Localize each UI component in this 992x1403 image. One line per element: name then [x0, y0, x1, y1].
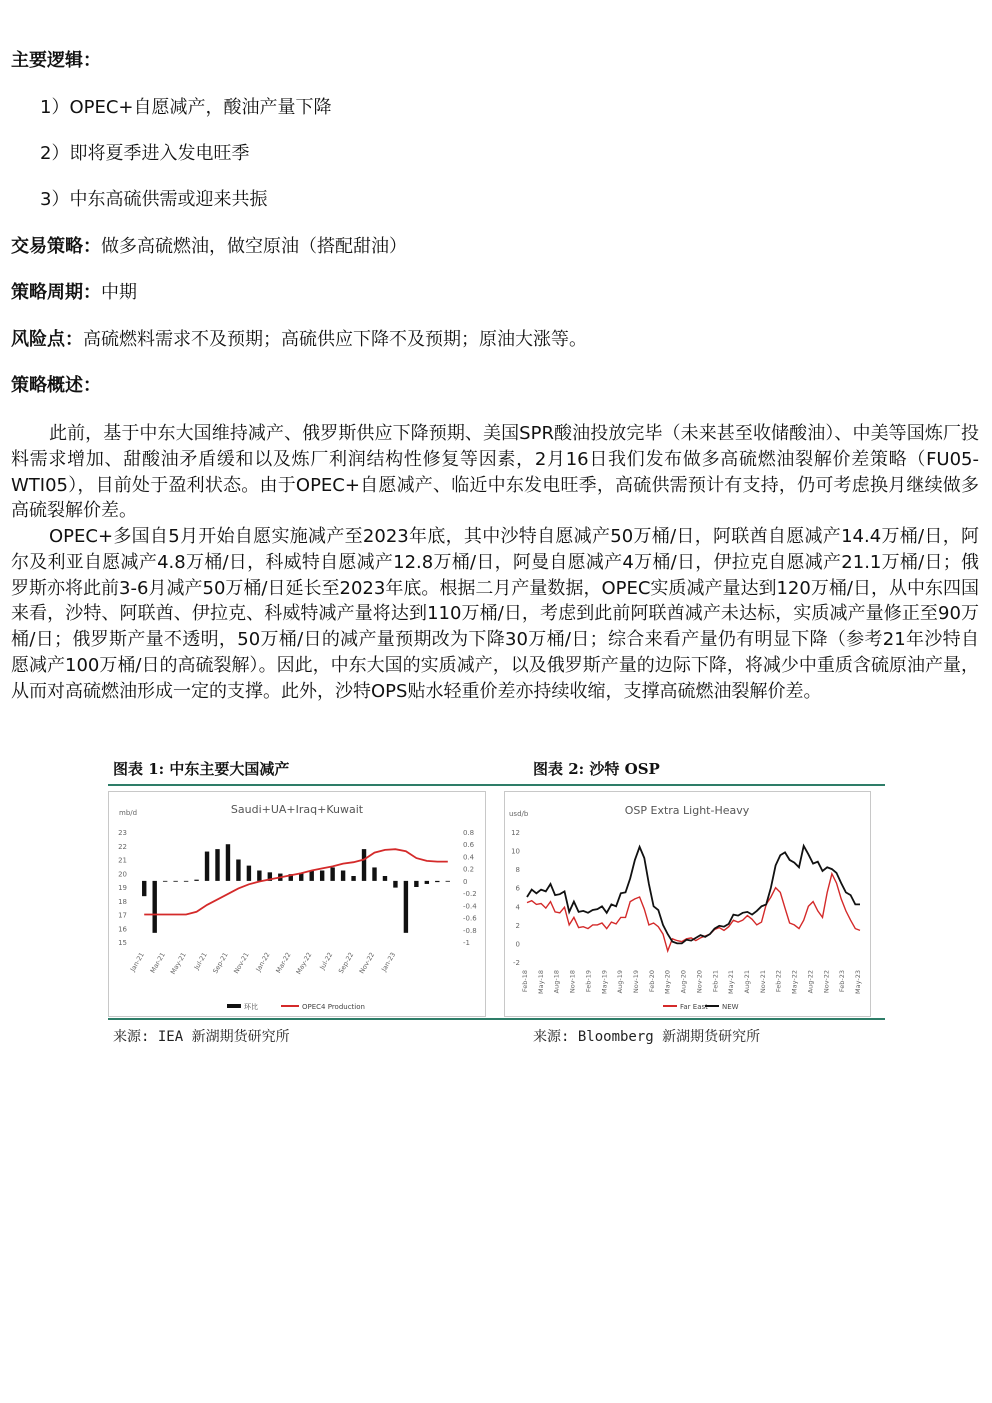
figure2-title: 图表 2: 沙特 OSP: [533, 760, 660, 778]
chart1-xtick: Jan-21: [128, 951, 146, 973]
chart1-ytick: 15: [118, 939, 127, 947]
chart1-bar: [435, 881, 439, 882]
chart1-bar: [153, 881, 157, 933]
chart2-xtick: Aug-19: [616, 970, 625, 994]
chart1-ytick: 19: [118, 884, 127, 892]
chart2-title: OSP Extra Light-Heavy: [624, 804, 750, 817]
chart1-xtick: Jan-23: [379, 951, 398, 973]
risk-line: [11, 328, 587, 352]
chart1-bar: [194, 880, 198, 881]
logic-item-2: 2）即将夏季进入发电旺季: [40, 143, 250, 164]
chart1-legend-swatch-bar: [227, 1004, 241, 1008]
logic-item-1: 1）OPEC+自愿减产，酸油产量下降: [40, 97, 332, 118]
chart2-ytick: -2: [513, 959, 520, 967]
chart2-xtick: May-20: [663, 970, 672, 994]
chart1-bar: [257, 871, 261, 881]
chart1-bar: [173, 881, 177, 882]
strategy-label: 交易策略：: [11, 236, 101, 257]
chart2-xtick: Feb-19: [584, 970, 593, 993]
chart1-xtick: Nov-22: [357, 951, 377, 976]
strategy-line: [11, 235, 407, 259]
chart2-xtick: May-21: [727, 970, 736, 994]
chart1-bar: [236, 860, 240, 881]
chart1-bar: [215, 849, 219, 881]
chart1-panel: [108, 791, 486, 1017]
chart1-xtick: Mar-21: [148, 951, 167, 975]
chart2-ytick: 6: [515, 884, 520, 893]
chart2-xtick: May-23: [854, 970, 862, 994]
chart1-y2tick: 0.2: [463, 865, 475, 874]
chart1-ytick: 22: [118, 842, 127, 851]
chart1-bar: [247, 866, 251, 881]
paragraph-2: OPEC+多国自5月开始自愿实施减产至2023年底，其中沙特自愿减产50万桶/日，阿联酋自愿减产14.4万桶/日，阿尔及利亚自愿减产4.8万桶/日，科威特自愿减产12.8万桶/日，阿曼自愿减产4万桶/日，伊拉克自愿减产21.1万桶/日；俄罗斯亦将此前3-6月减产50万桶/日延长至2023年底。根据二月产量数据，OPEC实质减产量达到120万桶/日，从中东四国来看，沙特、阿联酋、伊拉克、科威特减产量将达到110万桶/日，考虑到此前阿联酋减产未达标，实质减产量修正至90万桶/日；俄罗斯产量不透明，50万桶/日的减产量预期改为下降30万桶/日；综合来看产量仍有明显下降（参考21年沙特自愿减产100万桶/日的高硫裂解）。因此，中东大国的实质减产，以及俄罗斯产量的边际下降，将减少中重质含硫原油产量，从而对高硫燃油形成一定的支撑。此外，沙特OPS贴水轻重价差亦持续收缩，支撑高硫燃油裂解价差。: [11, 526, 979, 702]
chart1-line-opec4: [144, 849, 448, 914]
chart2-ytick: 10: [511, 847, 520, 856]
chart1-xtick: May-22: [294, 951, 314, 976]
chart1-bar: [414, 881, 418, 887]
figure2-source: 来源: Bloomberg 新湖期货研究所: [533, 1029, 761, 1045]
chart2-xtick: Nov-20: [695, 970, 704, 994]
chart1-y2tick: 0.4: [463, 853, 475, 862]
chart2-xtick: Nov-18: [568, 970, 577, 994]
chart1-bar: [404, 881, 408, 933]
figure1-title: 图表 1: 中东主要大国减产: [113, 760, 290, 778]
chart2-panel: [504, 791, 871, 1017]
figure-top-rule: [108, 784, 885, 786]
chart1-legend-bar: 环比: [244, 1003, 258, 1011]
chart2-xtick: Feb-18: [521, 970, 529, 993]
chart1-bar: [142, 881, 146, 896]
chart1-xtick: Jan-22: [254, 951, 272, 973]
chart2-line-new: [527, 846, 860, 944]
chart2-xtick: Feb-23: [838, 970, 847, 993]
chart1-ytick: 16: [118, 925, 127, 934]
paragraph-1: 此前，基于中东大国维持减产、俄罗斯供应下降预期、美国SPR酸油投放完毕（未来甚至收储酸油）、中美等国炼厂投料需求增加、甜酸油矛盾缓和以及炼厂利润结构性修复等因素，2月16日我们发布做多高硫燃油裂解价差策略（FU05-WTI05），目前处于盈利状态。由于OPEC+自愿减产、临近中东发电旺季，高硫供需预计有支持，仍可考虑换月继续做多高硫裂解价差。: [11, 423, 979, 522]
chart2-xtick: Nov-22: [822, 970, 831, 994]
chart2-legend-new: NEW: [722, 1003, 739, 1011]
chart2-ytick: 2: [515, 921, 520, 930]
chart2-ytick: 4: [515, 903, 520, 912]
chart2-xtick: Aug-21: [743, 970, 751, 994]
chart1-svg: [109, 792, 485, 1016]
chart1-y2tick: 0.6: [463, 841, 475, 850]
chart2-xtick: May-22: [790, 970, 799, 994]
strategy-text: 做多高硫燃油，做空原油（搭配甜油）: [101, 236, 407, 257]
chart2-xtick: May-18: [536, 970, 545, 994]
chart2-xtick: Aug-18: [552, 970, 561, 994]
chart1-xtick: Jul-21: [192, 951, 209, 971]
chart2-xtick: Aug-20: [679, 970, 688, 994]
overview-heading: 策略概述：: [11, 375, 101, 396]
chart2-xtick: Feb-22: [774, 970, 783, 993]
figure1-source: 来源: IEA 新湖期货研究所: [113, 1029, 290, 1045]
risk-label: 风险点：: [11, 329, 83, 350]
logic-item-3: 3）中东高硫供需或迎来共振: [40, 189, 268, 210]
chart1-xtick: May-21: [168, 951, 188, 976]
chart1-ylabel: mb/d: [119, 809, 138, 817]
chart2-svg: [505, 792, 870, 1016]
chart2-xtick: Aug-22: [806, 970, 815, 994]
chart1-xtick: Jul-22: [318, 951, 335, 971]
chart1-ytick: 23: [118, 829, 127, 837]
chart1-y2tick: 0: [463, 877, 468, 886]
chart1-y2tick: -0.4: [463, 902, 477, 911]
chart1-bar: [383, 876, 387, 881]
chart2-xtick: Nov-19: [632, 970, 640, 994]
chart1-bar: [362, 849, 366, 881]
chart1-bar: [163, 881, 167, 882]
chart1-bar: [205, 852, 209, 881]
chart1-y2tick: -0.2: [463, 890, 477, 899]
risk-text: 高硫燃料需求不及预期；高硫供应下降不及预期；原油大涨等。: [83, 329, 587, 350]
period-text: 中期: [101, 282, 137, 303]
chart1-xtick: Sep-22: [336, 951, 356, 975]
figure-bottom-rule: [108, 1018, 885, 1020]
chart1-bar: [341, 871, 345, 881]
chart2-legend-far-east: Far East: [680, 1003, 708, 1011]
period-label: 策略周期：: [11, 282, 101, 303]
chart1-bar: [351, 876, 355, 881]
chart1-y2tick: -0.6: [463, 914, 477, 923]
chart1-ytick: 17: [118, 911, 127, 920]
chart2-xtick: Feb-20: [647, 970, 656, 993]
chart1-xtick: Mar-22: [274, 951, 293, 975]
chart1-y2tick: -1: [463, 939, 470, 947]
chart1-ytick: 18: [118, 897, 127, 906]
chart2-ytick: 12: [511, 829, 520, 837]
chart1-bar: [310, 871, 314, 881]
chart1-bar: [184, 881, 188, 882]
chart1-bar: [446, 881, 450, 882]
chart1-bar: [372, 867, 376, 880]
chart2-ytick: 0: [515, 940, 520, 949]
chart2-xtick: Feb-21: [711, 970, 720, 993]
chart1-xtick: Sep-21: [211, 951, 230, 975]
chart1-y2tick: 0.8: [463, 829, 475, 837]
chart1-ytick: 20: [118, 870, 127, 879]
chart1-ytick: 21: [118, 856, 127, 865]
chart1-bar: [330, 867, 334, 880]
chart1-title: Saudi+UA+Iraq+Kuwait: [230, 803, 364, 816]
chart1-xtick: Nov-21: [232, 951, 251, 976]
chart1-bar: [393, 881, 397, 888]
chart2-ylabel: usd/b: [509, 810, 529, 818]
period-line: [11, 281, 137, 305]
chart1-legend-line: OPEC4 Production: [302, 1003, 365, 1011]
chart1-bar: [226, 844, 230, 881]
chart1-y2tick: -0.8: [463, 926, 477, 935]
chart2-ytick: 8: [515, 866, 520, 875]
logic-heading: 主要逻辑：: [11, 50, 101, 71]
chart2-xtick: Nov-21: [758, 970, 767, 994]
chart1-bar: [320, 871, 324, 881]
chart2-xtick: May-19: [600, 970, 609, 994]
chart1-bar: [425, 881, 429, 884]
